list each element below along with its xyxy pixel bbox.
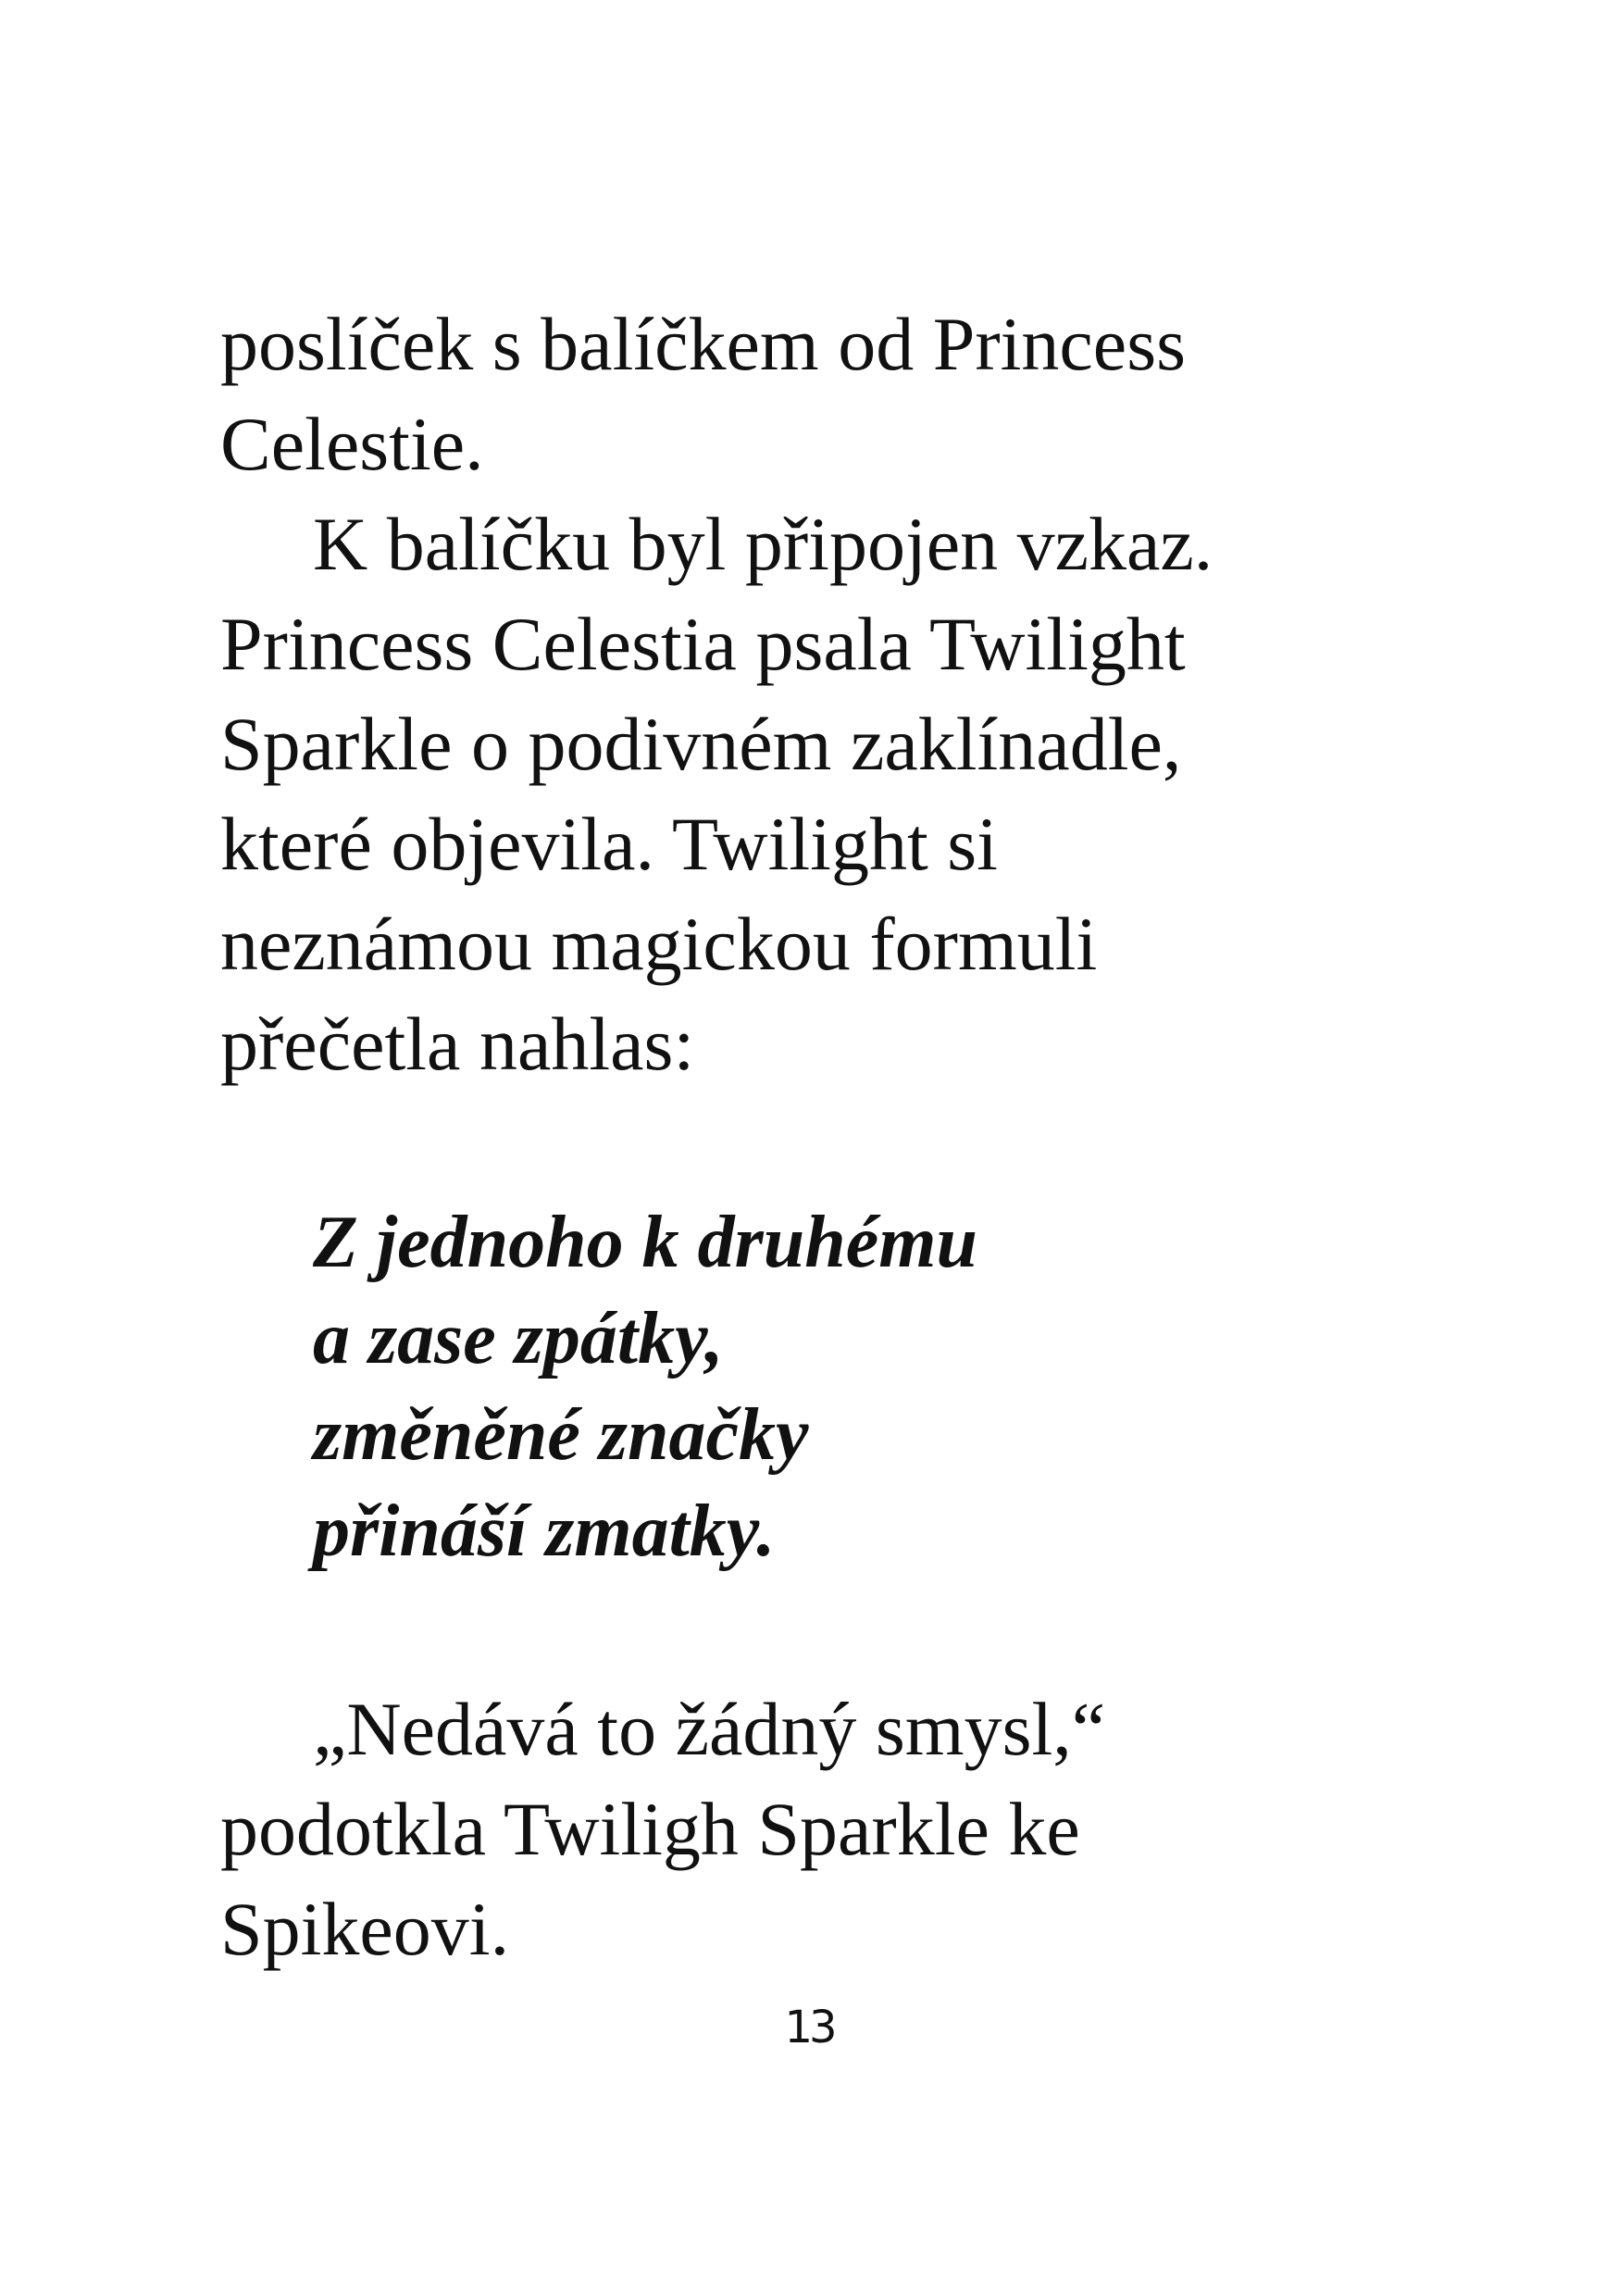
text-line: neznámou magickou formuli [220,902,1098,986]
text-line: poslíček s balíčkem od Princess [220,302,1187,386]
text-line: Sparkle o podivném zaklínadle, [220,702,1182,786]
text-line: Spikeovi. [220,1887,510,1971]
text-line: které objevila. Twilight si [220,802,998,886]
verse-line: a zase zpátky, [313,1298,724,1379]
text-line: K balíčku byl připojen vzkaz. [313,502,1214,586]
text-line: podotkla Twiligh Sparkle ke [220,1787,1080,1871]
text-line: „Nedává to žádný smysl,“ [313,1687,1106,1771]
paragraph-continuation [220,294,1424,494]
verse-line: změněné značky [313,1394,809,1476]
text-line: Celestie. [220,402,484,486]
text-line: přečetla nahlas: [220,1002,695,1086]
page-number: 13 [784,2002,834,2053]
verse-line: přináší zmatky. [313,1491,776,1572]
body-text [220,294,1424,1979]
verse-line: Z jednoho k druhému [313,1202,977,1283]
paragraph-message [220,494,1424,1094]
paragraph-dialogue [220,1679,1424,1979]
text-line: Princess Celestia psala Twilight [220,602,1186,686]
spell-verse [220,1194,1424,1579]
